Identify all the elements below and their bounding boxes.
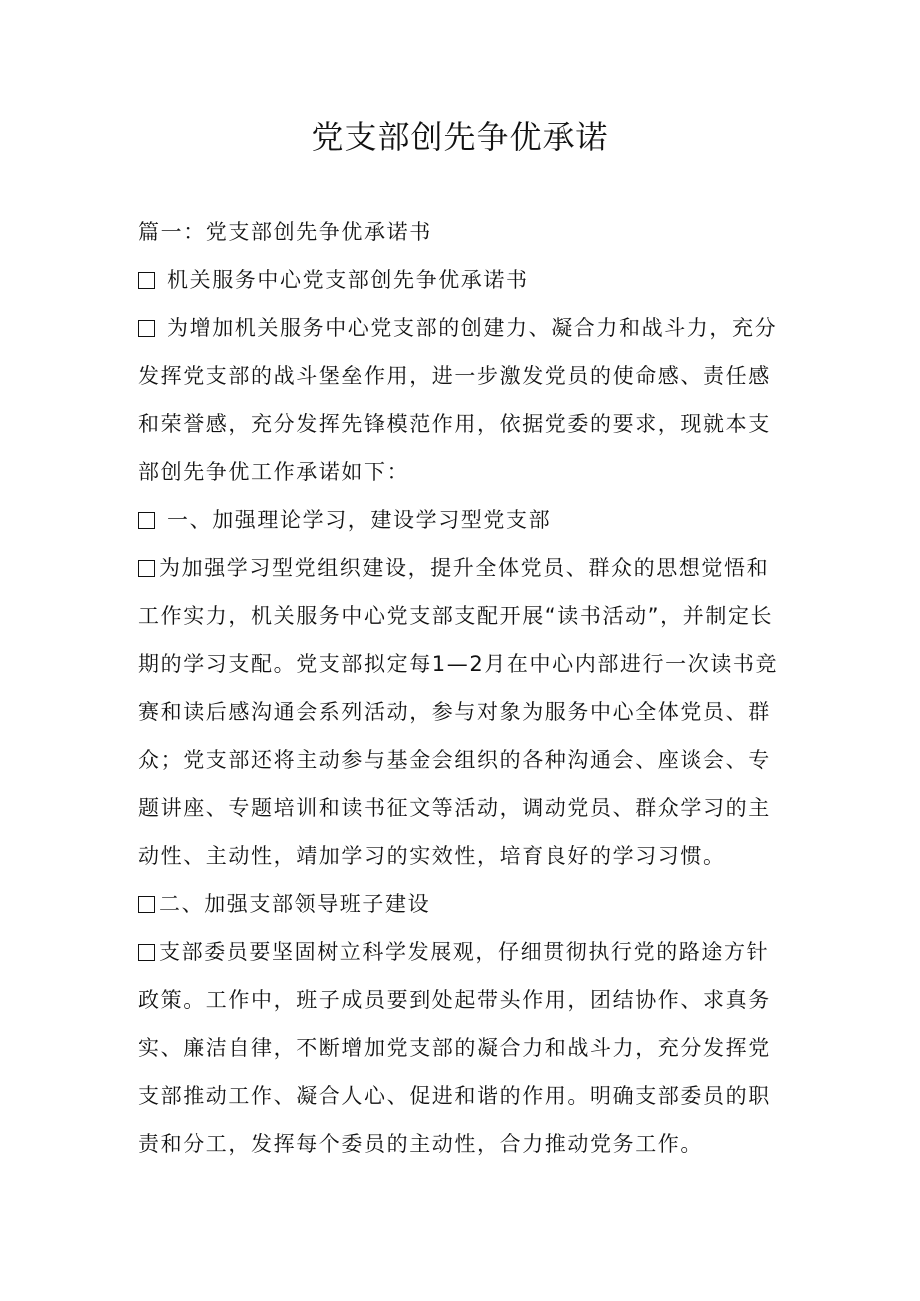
checkbox-square-icon [138, 560, 155, 577]
paragraph [138, 496, 788, 544]
paragraph-text: 篇一：党支部创先争优承诺书 [138, 220, 432, 244]
page-title: 党支部创先争优承诺 [311, 118, 609, 156]
checkbox-square-icon [138, 896, 155, 913]
paragraph-text: 机关服务中心党支部创先争优承诺书 [167, 268, 529, 292]
paragraph [138, 928, 788, 1168]
paragraph [138, 880, 788, 928]
checkbox-square-icon [138, 272, 155, 289]
paragraph-text: 二、加强支部领导班子建设 [159, 892, 431, 916]
paragraph-text: 为增加机关服务中心党支部的创建力、凝合力和战斗力，充分发挥党支部的战斗堡垒作用，进一步激发党员的使命感、责任感和荣誉感，充分发挥先锋模范作用，依据党委的要求，现就本支部创先争优工作承诺如下： [138, 316, 778, 484]
paragraph [138, 544, 788, 880]
paragraph [138, 304, 788, 496]
checkbox-square-icon [138, 320, 155, 337]
checkbox-square-icon [138, 944, 155, 961]
paragraph-text: 支部委员要坚固树立科学发展观，仔细贯彻执行党的路途方针政策。工作中，班子成员要到处起带头作用，团结协作、求真务实、廉洁自律，不断增加党支部的凝合力和战斗力，充分发挥党支部推动工作、凝合人心、促进和谐的作用。明确支部委员的职责和分工，发挥每个委员的主动性，合力推动党务工作。 [138, 940, 771, 1156]
paragraph [138, 208, 788, 256]
paragraph-text: 一、加强理论学习，建设学习型党支部 [167, 508, 552, 532]
paragraph-text: 为加强学习型党组织建设，提升全体党员、群众的思想觉悟和工作实力，机关服务中心党支部支配开展“读书活动”，并制定长期的学习支配。党支部拟定每1—2月在中心内部进行一次读书竞赛和读后感沟通会系列活动，参与对象为服务中心全体党员、群众；党支部还将主动参与基金会组织的各种沟通会、座谈会、专题讲座、专题培训和读书征文等活动，调动党员、群众学习的主动性、主动性，靖加学习的实效性，培育良好的学习习惯。 [138, 556, 779, 868]
paragraph [138, 256, 788, 304]
document-body [138, 208, 788, 1168]
checkbox-square-icon [138, 512, 155, 529]
